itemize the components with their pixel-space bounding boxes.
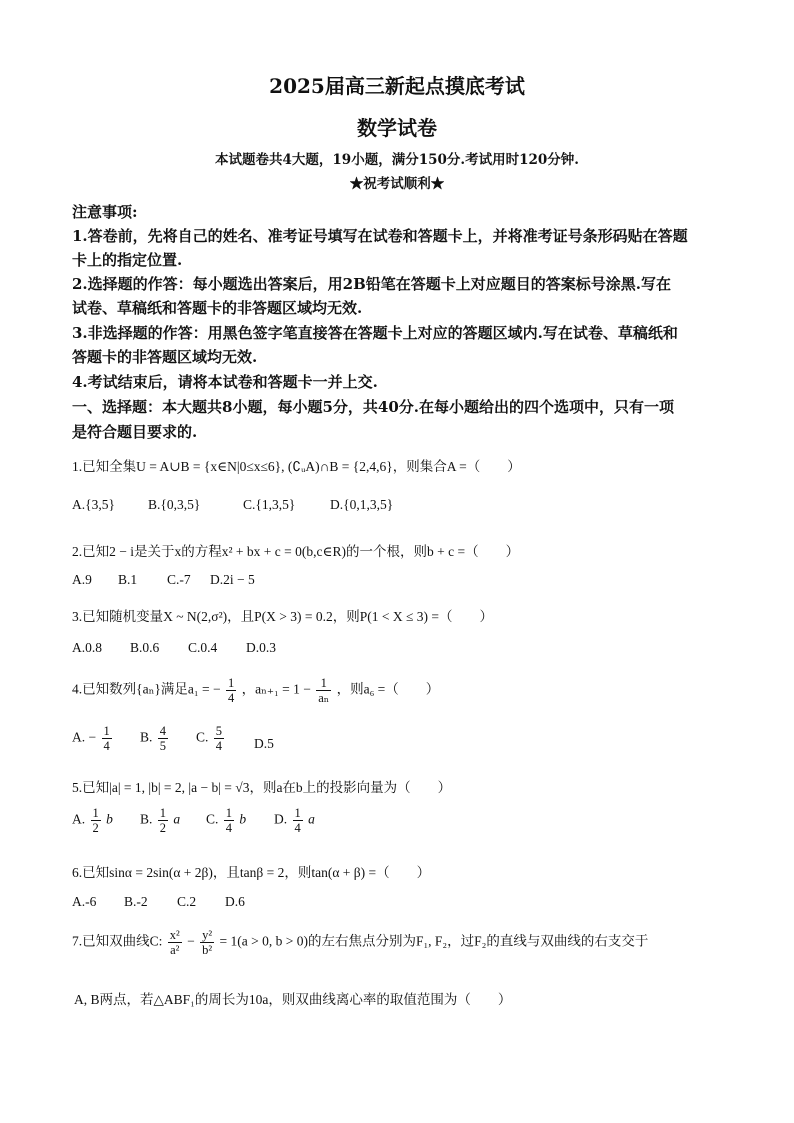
question-5-option-d-fraction [293,806,303,835]
question-6-option-d: D.6 [225,894,245,909]
section-intro-line-2: 是符合题目要求的. [72,423,198,441]
question-5-option-b-label: B. [140,811,153,827]
question-1-option-b: B.{0,3,5} [148,497,201,512]
question-4-option-b-fraction [158,724,168,753]
question-6-stem: 6.已知sinα = 2sin(α + 2β)，且tanβ = 2，则tan(α + β) =（ ） [72,865,431,880]
question-4-fraction-2 [316,676,331,705]
question-4-fraction-2-numerator: 1 [316,676,331,691]
question-6-option-c: C.2 [177,894,197,909]
question-5-option-b-vector: a [173,811,181,827]
question-2-option-d: D.2i − 5 [210,572,255,587]
question-3-option-d: D.0.3 [246,640,276,655]
subject-title: 数学试卷 [357,116,437,140]
question-7-fraction-2 [200,928,214,957]
question-3-option-c: C.0.4 [188,640,218,655]
question-5-option-b-numerator: 1 [159,806,167,820]
blessing-line: ★祝考试顺利★ [349,176,445,192]
question-5-option-b-fraction [158,806,168,835]
question-4-option-a-denominator: 4 [103,739,110,753]
question-7-fraction-2-numerator: y² [202,928,213,942]
question-4-option-c-fraction [214,724,224,753]
notes-heading: 注意事项: [72,203,138,221]
question-5-option-c-label: C. [206,811,219,827]
question-5-option-d-numerator: 1 [294,806,301,820]
question-4-fraction-1-denominator: 4 [227,691,235,705]
question-4-option-a-numerator: 1 [103,724,110,738]
question-7-stem-part-b: = 1(a > 0, b > 0)的左右焦点分别为F₁, F₂，过F₂的直线与双曲线的右支交于 [219,933,649,949]
note-2-line-1: 2.选择题的作答：每小题选出答案后，用2B铅笔在答题卡上对应题目的答案标号涂黑.写在 [72,275,672,293]
question-5-option-c [206,806,246,835]
question-1-option-c: C.{1,3,5} [243,497,296,512]
note-1-line-2: 卡上的指定位置. [72,251,183,269]
section-intro-line-1: 一、选择题：本大题共8小题，每小题5分，共40分.在每小题给出的四个选项中，只有一项 [72,398,674,416]
question-3-option-b: B.0.6 [130,640,160,655]
question-5-option-a-fraction [91,806,101,835]
question-7-fraction-1 [168,928,182,957]
exam-title: 2025届高三新起点摸底考试 [269,74,525,98]
question-5-option-a-label: A. [72,811,86,827]
question-4-fraction-1-numerator: 1 [227,676,235,690]
question-5-option-a [72,806,113,835]
question-5-option-d-denominator: 4 [294,821,301,835]
question-6-option-b: B.-2 [124,894,148,909]
question-5-option-b-denominator: 2 [159,821,167,835]
exam-info: 本试题卷共4大题，19小题，满分150分.考试用时120分钟. [215,152,579,168]
question-4-option-b-numerator: 4 [159,724,167,738]
note-3-line-2: 答题卡的非答题区域均无效. [72,348,258,366]
question-4-fraction-2-denominator: aₙ [318,691,330,705]
question-5-option-d [274,806,315,835]
question-4-option-c-numerator: 5 [215,724,223,738]
question-5-option-a-numerator: 1 [92,806,99,820]
question-6-option-a: A.-6 [72,894,97,909]
question-5-option-c-numerator: 1 [225,806,233,820]
question-3-stem: 3.已知随机变量X ~ N(2,σ²)，且P(X > 3) = 0.2，则P(1 < X ≤ 3) =（ ） [72,609,493,624]
question-2-stem: 2.已知2 − i是关于x的方程x² + bx + c = 0(b,c∈R)的一个根，则b + c =（ ） [72,544,520,559]
question-7-stem [72,928,648,957]
note-3-line-1: 3.非选择题的作答：用黑色签字笔直接答在答题卡上对应的答题区域内.写在试卷、草稿纸和 [72,324,678,342]
question-4-option-c-denominator: 4 [215,739,223,753]
question-1-option-d: D.{0,1,3,5} [330,497,394,512]
question-5-option-b [140,806,180,835]
question-5-option-c-fraction [224,806,234,835]
question-2-option-c: C.-7 [167,572,191,587]
question-4-option-d: D.5 [254,736,274,751]
question-5-option-a-vector: b [106,811,113,827]
note-2-line-2: 试卷、草稿纸和答题卡的非答题区域均无效. [72,299,363,317]
question-4-option-a-fraction [102,724,112,753]
note-4: 4.考试结束后，请将本试卷和答题卡一并上交. [72,373,378,391]
question-7-fraction-1-numerator: x² [169,928,180,942]
question-4-stem-part-c: ，则a₆ =（ ） [336,681,440,697]
question-7-minus-sign: − [187,933,195,949]
question-1-stem: 1.已知全集U = A∪B = {x∈N|0≤x≤6}, (∁ᵤA)∩B = {2,4,6}，则集合A =（ ） [72,459,521,474]
question-4-option-c [196,724,226,753]
question-7-stem-part-a: 7.已知双曲线C: [72,933,163,949]
question-2-option-b: B.1 [118,572,138,587]
question-7-stem-line-2: A, B两点，若△ABF₁的周长为10a，则双曲线离心率的取值范围为（ ） [74,992,512,1007]
question-5-option-a-denominator: 2 [92,821,99,835]
question-4-option-a [72,724,114,753]
question-1-option-a: A.{3,5} [72,497,115,512]
question-5-stem: 5.已知|a| = 1, |b| = 2, |a − b| = √3，则a在b上的投影向量为（ ） [72,780,452,795]
question-4-fraction-1 [226,676,236,705]
question-4-option-a-label: A. − [72,729,97,745]
question-4-option-b-label: B. [140,729,153,745]
question-5-option-d-label: D. [274,811,288,827]
question-5-option-c-denominator: 4 [225,821,233,835]
question-4-option-b [140,724,170,753]
question-4-option-b-denominator: 5 [159,739,167,753]
question-4-stem-part-a: 4.已知数列{aₙ}满足a₁ = − [72,681,221,697]
question-7-fraction-2-denominator: b² [202,943,213,957]
question-2-option-a: A.9 [72,572,92,587]
question-4-stem-part-b: ，aₙ₊₁ = 1 − [241,681,311,697]
question-3-option-a: A.0.8 [72,640,102,655]
question-5-option-d-vector: a [308,811,315,827]
question-4-stem [72,676,439,705]
question-7-fraction-1-denominator: a² [170,943,180,957]
note-1-line-1: 1.答卷前，先将自己的姓名、准考证号填写在试卷和答题卡上，并将准考证号条形码贴在答题 [72,227,688,245]
question-5-option-c-vector: b [239,811,247,827]
question-4-option-c-label: C. [196,729,209,745]
